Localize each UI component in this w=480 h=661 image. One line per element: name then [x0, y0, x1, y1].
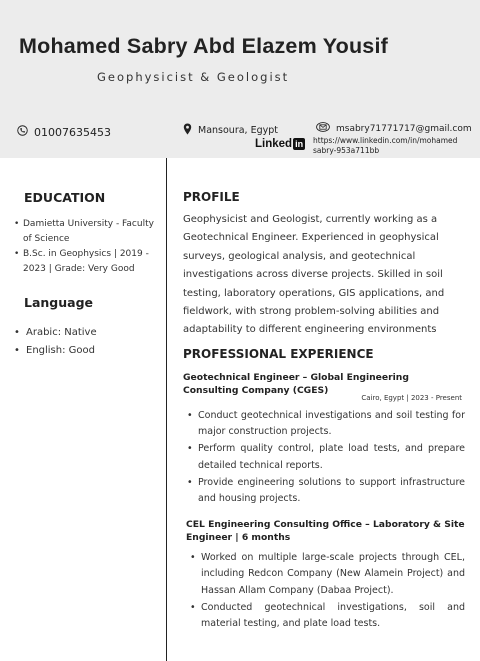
job-meta: Cairo, Egypt | 2023 - Present — [361, 393, 462, 402]
phone-icon — [17, 125, 28, 139]
right-column — [183, 190, 465, 633]
location-text: Mansoura, Egypt — [198, 125, 278, 136]
job-bullet: • Worked on multiple large-scale projects through CEL, including Redcon Company (New Alamein Project) and Hassan Allam Company (Dabaa Project). — [186, 550, 465, 600]
job-entry — [183, 371, 465, 508]
job-subtitle: Geophysicist & Geologist — [97, 70, 290, 84]
email-text[interactable]: msabry71771717@gmail.com — [336, 123, 472, 134]
column-divider — [166, 158, 167, 661]
profile-title: PROFILE — [183, 190, 240, 204]
full-name: Mohamed Sabry Abd Elazem Yousif — [19, 34, 388, 58]
contact-location — [183, 123, 278, 138]
education-item: • B.Sc. in Geophysics | 2019 - 2023 | Grade: Very Good — [14, 247, 159, 277]
education-list — [14, 217, 159, 277]
linkedin-url[interactable]: https://www.linkedin.com/in/mohamed sabry-953a711bb — [313, 136, 458, 155]
job-bullets — [183, 408, 465, 508]
linkedin-icon[interactable] — [255, 138, 305, 150]
contact-phone — [17, 125, 111, 139]
contact-email[interactable] — [316, 122, 472, 135]
job-title: Geotechnical Engineer – Global Engineering Consulting Company (CGES) — [183, 371, 409, 396]
language-title: Language — [24, 295, 94, 310]
job-entry — [186, 518, 465, 633]
email-icon — [316, 122, 330, 135]
job-bullets — [186, 550, 465, 633]
job-bullet: • Conduct geotechnical investigations and soil testing for major construction projects. — [183, 408, 465, 441]
education-title: EDUCATION — [24, 190, 106, 205]
left-column — [14, 190, 159, 360]
job-title: CEL Engineering Consulting Office – Laboratory & Site Engineer | 6 months — [186, 518, 465, 543]
job-bullet: • Conducted geotechnical investigations, soil and material testing, and plate load tests. — [186, 600, 465, 633]
header — [0, 0, 480, 158]
education-item: • Damietta University - Faculty of Science — [14, 217, 159, 247]
language-list — [14, 324, 159, 360]
language-item: • Arabic: Native — [14, 324, 159, 342]
experience-title: PROFESSIONAL EXPERIENCE — [183, 346, 374, 361]
job-bullet: • Perform quality control, plate load tests, and prepare detailed technical reports. — [183, 441, 465, 474]
job-bullet: • Provide engineering solutions to support infrastructure and housing projects. — [183, 475, 465, 508]
location-pin-icon — [183, 123, 192, 138]
phone-number: 01007635453 — [34, 125, 111, 139]
profile-summary: Geophysicist and Geologist, currently working as a Geotechnical Engineer. Experienced in geophysical surveys, geological analysis, and geotechnical investigations across diverse projects. Skilled in soil testing, laboratory operations, GIS applications, and fieldwork, with strong problem-solving abilities and adaptability to different engineering environments — [183, 214, 445, 336]
linkedin-logo-in: in — [295, 139, 304, 149]
language-item: • English: Good — [14, 342, 159, 360]
linkedin-logo-text: Linked — [255, 138, 293, 150]
